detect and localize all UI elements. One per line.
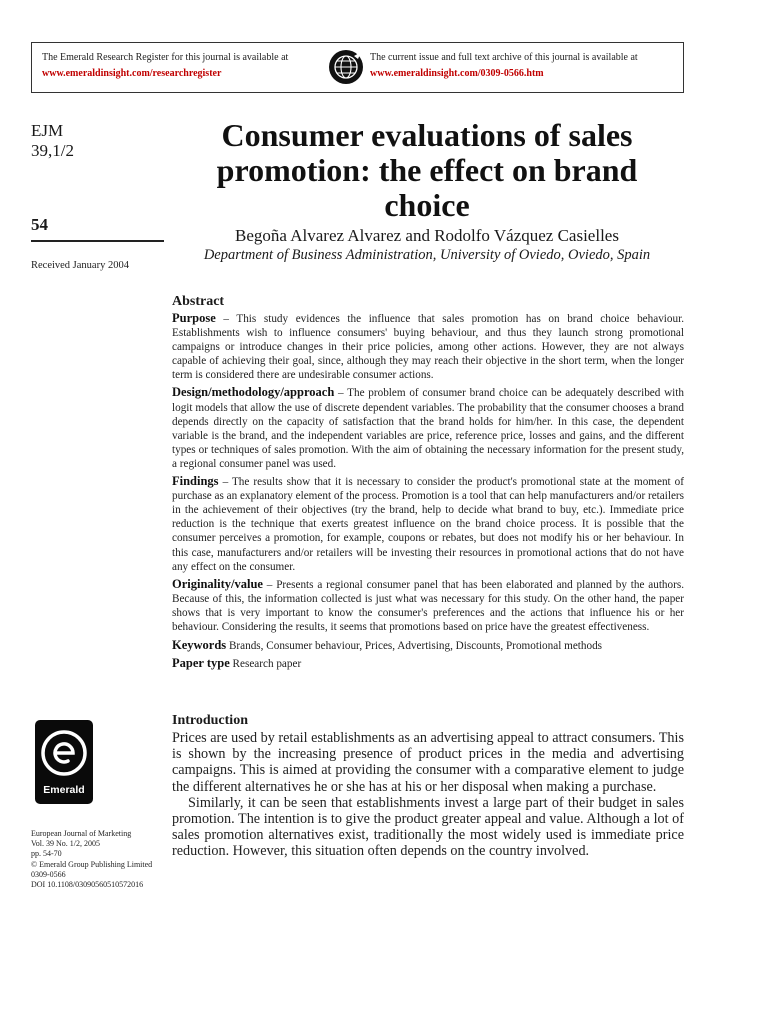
- received-date: Received January 2004: [31, 260, 129, 271]
- introduction-paragraph: Similarly, it can be seen that establishments invest a large part of their budget in sales promotion. The intention is to give the product greater appeal and value. Although a lot of sales promotion alternatives exist, traditionally the most widely used is immediate price reduction. However, this situation often depends on the country involved.: [172, 794, 684, 860]
- abstract: [172, 293, 684, 673]
- citation-block: [31, 829, 171, 890]
- paper-type-label: Paper type: [172, 656, 230, 671]
- full-text-archive-link[interactable]: www.emeraldinsight.com/0309-0566.htm: [370, 68, 544, 79]
- citation-pages: pp. 54-70: [31, 849, 62, 859]
- abstract-findings-label: Findings: [172, 474, 219, 489]
- emerald-logo: [35, 720, 93, 804]
- abstract-findings-text: – The results show that it is necessary to consider the product's promotional state at the moment of purchase as an explanatory element of the process. Promotion is a tool that can help manufacturers and/or retailers in the achievement of their objectives (try the brand, help to decide what brand to buy, etc.). Immediate price reduction is the technique that exerts greatest influence on the brand choice process. It is possible that the consumer perceives a promotion, for example, coupons or rebates, but does not modify his or her behaviour. In this case, manufacturers and/or retailers will be investing their resources in promotional actions that do not have any effect on the consumer.: [172, 476, 684, 573]
- abstract-findings: [172, 474, 684, 574]
- abstract-design-label: Design/methodology/approach: [172, 385, 335, 400]
- citation-journal: European Journal of Marketing: [31, 829, 132, 838]
- keywords-label: Keywords: [172, 638, 227, 653]
- banner-left: [42, 50, 288, 82]
- paper-type: [172, 655, 684, 673]
- introduction-heading: Introduction: [172, 713, 248, 728]
- journal-abbreviation: EJM: [31, 121, 64, 140]
- research-register-banner: [31, 42, 684, 93]
- journal-reference: [31, 121, 74, 161]
- banner-right: [370, 50, 638, 82]
- banner-left-text: The Emerald Research Register for this journal is available at: [42, 52, 289, 63]
- paper-type-text: Research paper: [229, 658, 302, 671]
- journal-volume: 39,1/2: [31, 141, 74, 160]
- research-register-link[interactable]: www.emeraldinsight.com/researchregister: [42, 68, 222, 79]
- introduction-paragraph: Prices are used by retail establishments as an advertising appeal to attract consumers. This is shown by the increasing presence of product prices in the media and advertising campaigns. This is aimed at providing the consumer with a comparative element to judge the different alternatives he or she has at his or her disposal when making a purchase.: [172, 730, 684, 795]
- citation-copyright: © Emerald Group Publishing Limited: [31, 859, 153, 869]
- page-number: 54: [31, 215, 48, 234]
- keywords: [172, 637, 684, 655]
- abstract-design-text: – The problem of consumer brand choice can be adequately described with logit models that allow the use of discrete dependent variables. The probability that the consumer chooses a brand depends directly on the capacity of satisfaction that the brand holds for him/her. In this case, the dependent variable is the brand, and the independent variables are price, reference price, losses and gains, and the different types or techniques of sales promotion. With the aim of obtaining the necessary information for the present study, a regional consumer panel was used.: [172, 387, 684, 470]
- introduction: [172, 712, 684, 860]
- abstract-purpose-text: – This study evidences the influence that sales promotion has on brand choice behaviour. Establishments wish to influence consumers' buying behaviour, and thus they launch strong promotional campaigns or introduce changes in their price policies, among other actions. However, they are not always capable of achieving their goal, since, although they may reach their objective in the short term, when the longer term is considered there are undesirable consumer actions.: [172, 313, 684, 382]
- author-affiliation: Department of Business Administration, University of Oviedo, Oviedo, Spain: [203, 247, 651, 263]
- emerald-logo-word: Emerald: [43, 784, 85, 796]
- article-title: Consumer evaluations of sales promotion: the effect on brand choice: [216, 117, 638, 223]
- abstract-heading: Abstract: [172, 294, 225, 309]
- citation-issn: 0309-0566: [31, 869, 66, 879]
- abstract-purpose-label: Purpose: [172, 311, 216, 325]
- abstract-originality: [172, 577, 684, 634]
- abstract-originality-label: Originality/value: [172, 576, 263, 591]
- banner-right-text: The current issue and full text archive of this journal is available at: [370, 52, 638, 63]
- abstract-purpose: [172, 311, 684, 382]
- globe-icon: [328, 49, 364, 85]
- page-number-rule: [31, 240, 164, 242]
- abstract-design: [172, 385, 684, 471]
- article-authors: Begoña Alvarez Alvarez and Rodolfo Vázquez Casielles: [235, 226, 619, 245]
- citation-doi: DOI 10.1108/03090560510572016: [31, 880, 144, 890]
- abstract-originality-text: – Presents a regional consumer panel that has been elaborated and planned by the authors. Because of this, the information collected is just what was necessary for this study. On the other hand, the paper shows that is very important to know the consumer's preferences and the actions that influence his or her behaviour. Considering the results, it seems that promotions based on price have the greatest effectiveness.: [172, 578, 684, 633]
- keywords-text: Brands, Consumer behaviour, Prices, Advertising, Discounts, Promotional methods: [226, 640, 603, 653]
- emerald-e-icon: [35, 720, 93, 784]
- citation-volume: Vol. 39 No. 1/2, 2005: [31, 839, 100, 849]
